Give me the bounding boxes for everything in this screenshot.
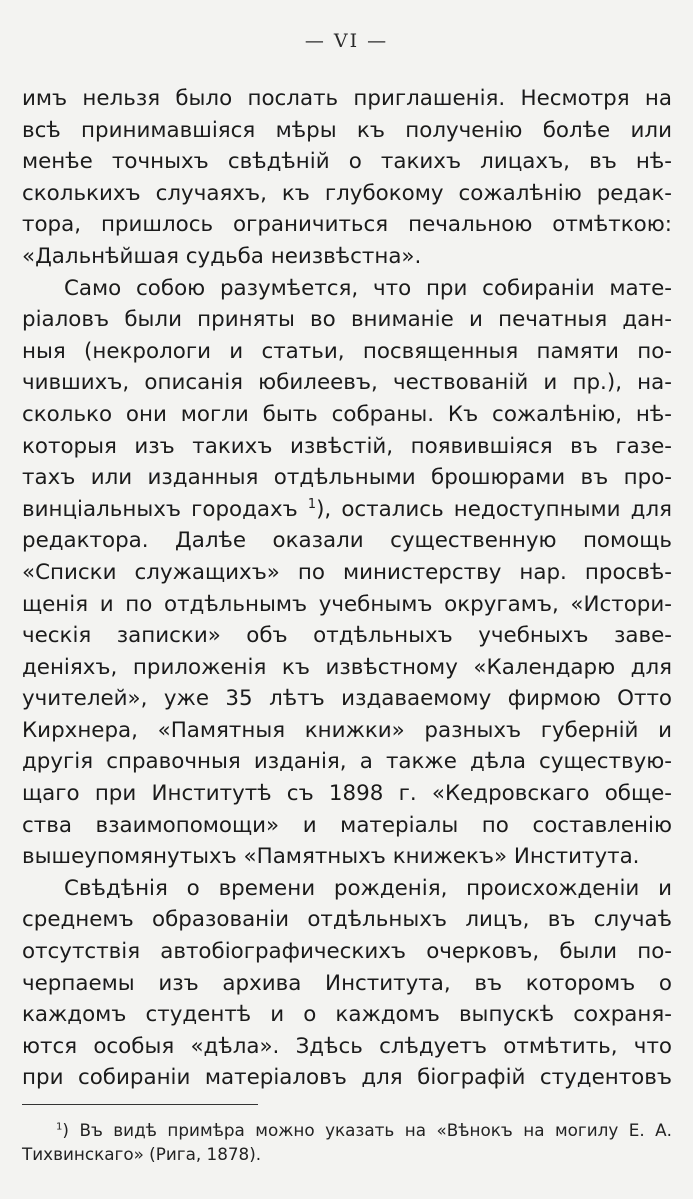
body-text xyxy=(22,83,672,1094)
text-line: отсутствія автобіографическихъ очерковъ, были по- xyxy=(22,939,672,965)
paragraph-start-line: Само собою разумѣется, что при собираніи мате- xyxy=(64,275,672,301)
paragraph-start-line: Свѣдѣнія о времени рожденія, происхожденіи и xyxy=(64,875,672,901)
footnote-line: Тихвинскаго» (Рига, 1878). xyxy=(22,1144,262,1164)
text-line: ріаловъ были приняты во вниманіе и печатныя дан- xyxy=(22,307,672,333)
text-line: деніяхъ, приложенія къ извѣстному «Календарю для xyxy=(22,654,672,680)
page-number: — VI — xyxy=(304,30,389,52)
text-line: ческія записки» объ отдѣльныхъ учебныхъ заве- xyxy=(22,623,672,649)
footnote-reference: 1 xyxy=(307,496,317,512)
text-line: всѣ принимавшіяся мѣры къ полученію болѣе или xyxy=(22,117,672,143)
text-line: которыя изъ такихъ извѣстій, появившіяся въ газе- xyxy=(22,433,672,459)
footnote-divider xyxy=(22,1104,258,1105)
text-line: учителей», уже 35 лѣтъ издаваемому фирмою Отто xyxy=(22,686,672,712)
text-line: другія справочныя изданія, а также дѣла существую- xyxy=(22,749,672,775)
footnote-text: ) Въ видѣ примѣра можно указать на «Вѣнокъ на могилу Е. А. xyxy=(62,1120,672,1140)
text-fragment: винціальныхъ городахъ xyxy=(22,496,298,522)
text-line: тора, пришлось ограничиться печальною отмѣткою: xyxy=(22,212,672,238)
text-line: ются особыя «дѣла». Здѣсь слѣдуетъ отмѣтить, что xyxy=(22,1033,672,1059)
text-line: среднемъ образованіи отдѣльныхъ лицъ, въ случаѣ xyxy=(22,907,672,933)
text-line: Кирхнера, «Памятныя книжки» разныхъ губерній и xyxy=(22,717,672,743)
text-line-with-footnote-ref xyxy=(22,494,672,526)
text-line: ства взаимопомощи» и матеріалы по составленію xyxy=(22,812,672,838)
text-line: чившихъ, описанія юбилеевъ, чествованій и пр.), на- xyxy=(22,370,672,396)
text-line: редактора. Далѣе оказали существенную помощь xyxy=(22,528,672,554)
text-line: менѣе точныхъ свѣдѣній о такихъ лицахъ, въ нѣ- xyxy=(22,149,672,175)
text-line: при собираніи матеріаловъ для біографій студентовъ xyxy=(22,1065,672,1091)
text-line: каждомъ студентѣ и о каждомъ выпускѣ сохраня- xyxy=(22,1002,672,1028)
footnote xyxy=(22,1118,672,1166)
text-line: «Дальнѣйшая судьба неизвѣстна». xyxy=(22,243,422,269)
text-line: щенія и по отдѣльнымъ учебнымъ округамъ, «Истори- xyxy=(22,591,672,617)
footnote-line xyxy=(22,1118,672,1142)
footnote-marker: 1 xyxy=(56,1121,63,1133)
text-line: сколькихъ случаяхъ, къ глубокому сожалѣнію редак- xyxy=(22,180,672,206)
text-line: сколько они могли быть собраны. Къ сожалѣнію, нѣ- xyxy=(22,401,672,427)
text-fragment: ), остались недоступными для xyxy=(316,496,672,522)
text-line: тахъ или изданныя отдѣльными брошюрами въ про- xyxy=(22,465,672,491)
text-line: ныя (некрологи и статьи, посвященныя памяти по- xyxy=(22,338,672,364)
text-line: черпаемы изъ архива Института, въ которомъ о xyxy=(22,970,672,996)
text-line: «Списки служащихъ» по министерству нар. просвѣ- xyxy=(22,559,672,585)
text-line: щаго при Институтѣ съ 1898 г. «Кедровскаго обще- xyxy=(22,781,672,807)
text-line: имъ нельзя было послать приглашенія. Несмотря на xyxy=(22,86,672,111)
text-line: вышеупомянутыхъ «Памятныхъ книжекъ» Института. xyxy=(22,844,640,870)
